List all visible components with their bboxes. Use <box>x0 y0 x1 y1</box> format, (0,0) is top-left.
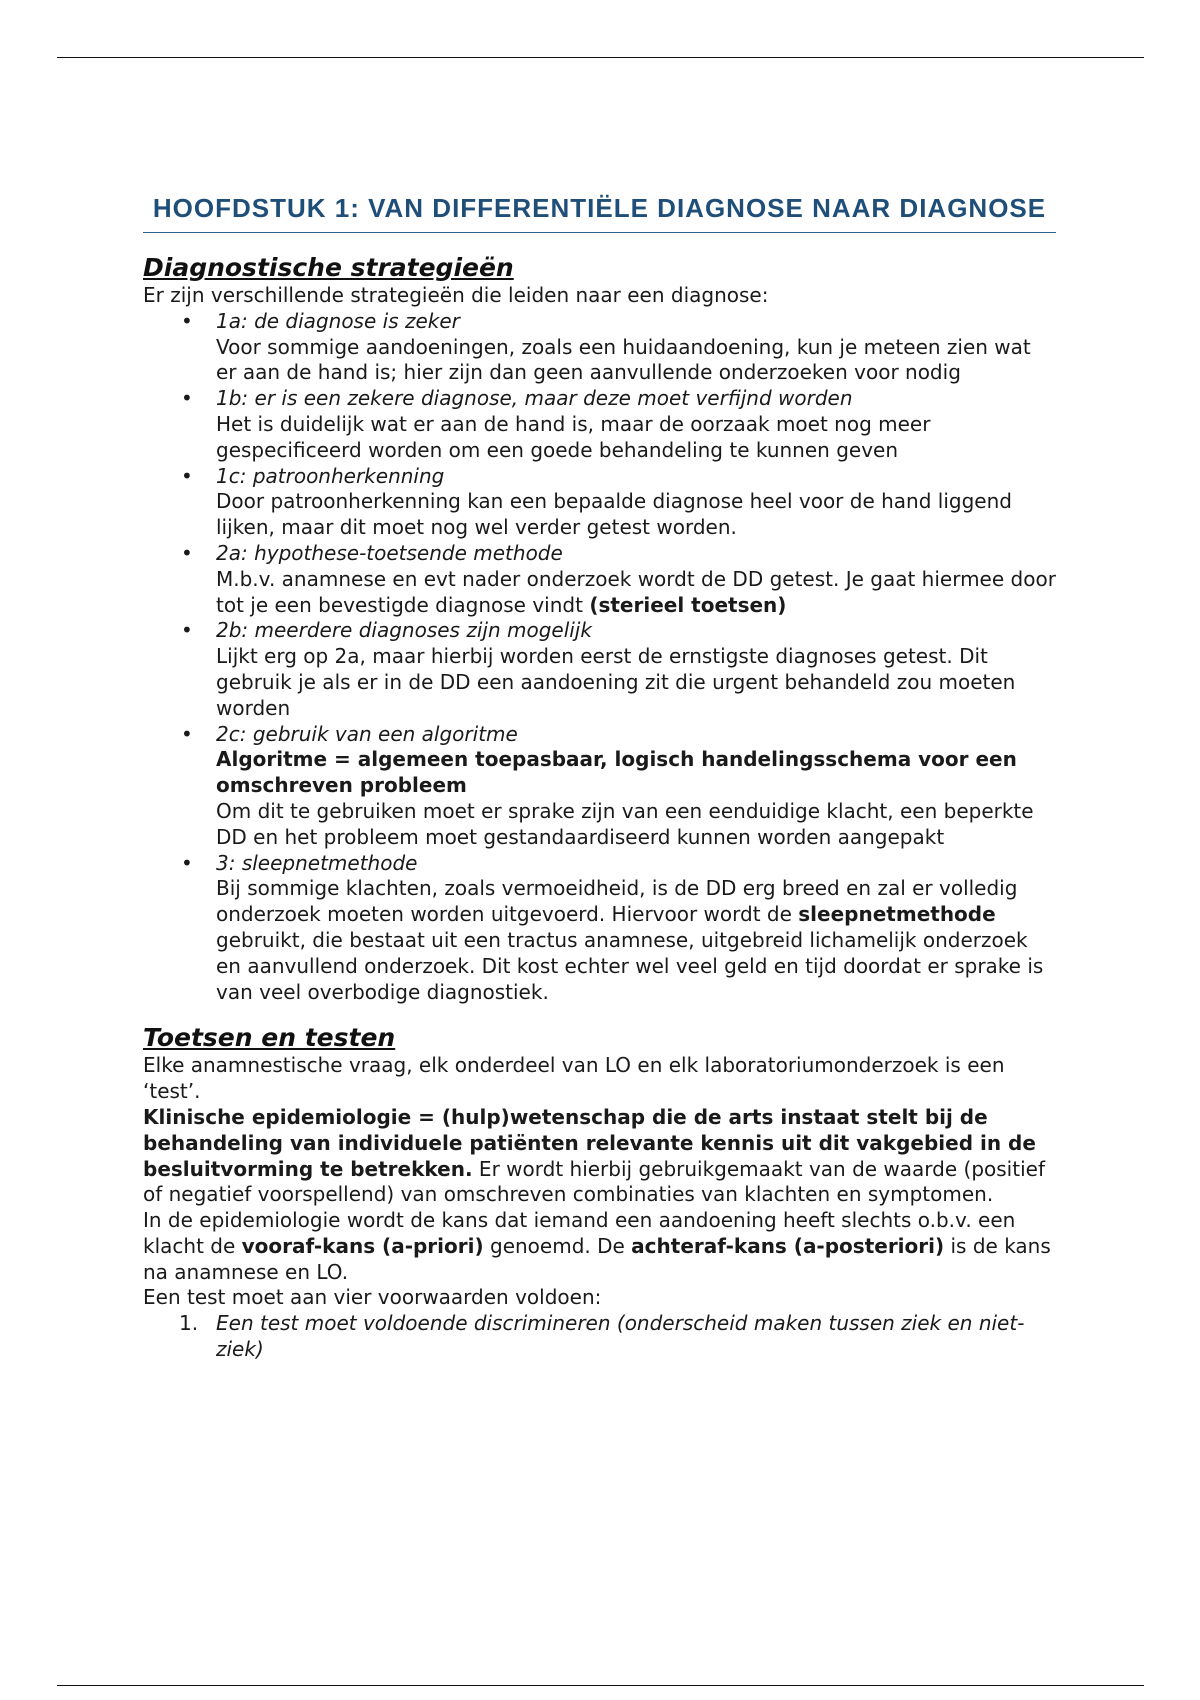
document-page <box>143 188 1056 1363</box>
paragraph <box>143 1208 1056 1285</box>
item-body: Om dit te gebruiken moet er sprake zijn van een eenduidige klacht, een beperkte DD en het probleem moet gestandaardiseerd kunnen worden aangepakt <box>216 798 1034 849</box>
item-body <box>216 567 1056 619</box>
list-item <box>143 309 1056 386</box>
item-title: 2a: hypothese-toetsende methode <box>216 540 563 565</box>
item-title: 2b: meerdere diagnoses zijn mogelijk <box>216 618 592 643</box>
item-title: 2c: gebruik van een algoritme <box>216 721 518 746</box>
item-body: Voor sommige aandoeningen, zoals een huidaandoening, kun je meteen zien wat er aan de hand is; hier zijn dan geen aanvullende onderzoeken voor nodig <box>216 334 1031 385</box>
item-body: Het is duidelijk wat er aan de hand is, maar de oorzaak moet nog meer gespecificeerd worden om een goede behandeling te kunnen geven <box>216 411 931 462</box>
item-title: 1c: patroonherkenning <box>216 463 445 488</box>
paragraph-text: is de kans na anamnese en LO. <box>143 1233 1051 1284</box>
bullet-icon: • <box>181 308 193 333</box>
item-text: Een test moet voldoende discrimineren (onderscheid maken tussen ziek en niet-ziek) <box>216 1311 1025 1362</box>
item-body: Door patroonherkenning kan een bepaalde diagnose heel voor de hand liggend lijken, maar dit moet nog wel verder getest worden. <box>216 489 1012 540</box>
list-item <box>143 618 1056 721</box>
list-item <box>143 722 1056 851</box>
item-body-text: gebruikt, die bestaat uit een tractus anamnese, uitgebreid lichamelijk onderzoek en aanvullend onderzoek. Dit kost echter wel veel geld en tijd doordat er sprake is van veel overbodige diagnostiek. <box>216 927 1044 1004</box>
item-body-bold: sleepnetmethode <box>798 902 996 927</box>
term-bold: achteraf-kans (a-posteriori) <box>631 1233 945 1258</box>
list-item <box>143 851 1056 1006</box>
list-item <box>143 1311 1056 1363</box>
item-title: 3: sleepnetmethode <box>216 850 418 875</box>
paragraph-text: Er wordt hierbij gebruikgemaakt van de waarde (positief of negatief voorspellend) van omschreven combinaties van klachten en symptomen. <box>143 1156 1045 1207</box>
list-item <box>143 541 1056 618</box>
term-bold: vooraf-kans (a-priori) <box>241 1233 484 1258</box>
item-body-text: M.b.v. anamnese en evt nader onderzoek wordt de DD getest. Je gaat hiermee door tot je een bevestigde diagnose vindt <box>216 566 1056 617</box>
item-body-text: Bij sommige klachten, zoals vermoeidheid, is de DD erg breed en zal er volledig onderzoek moeten worden uitgevoerd. Hiervoor wordt de <box>216 876 1018 927</box>
paragraph <box>143 1105 1056 1208</box>
bullet-icon: • <box>181 386 193 411</box>
list-item <box>143 464 1056 541</box>
strategy-list <box>143 309 1056 1006</box>
section-heading-strategies: Diagnostische strategieën <box>143 253 514 282</box>
item-title: 1a: de diagnose is zeker <box>216 308 460 333</box>
requirements-list <box>143 1311 1056 1363</box>
bullet-icon: • <box>181 540 193 565</box>
header-rule <box>57 57 1144 58</box>
bullet-icon: • <box>181 618 193 643</box>
item-body <box>216 876 1056 1005</box>
list-item <box>143 386 1056 463</box>
definition-bold: Klinische epidemiologie = (hulp)wetenschap die de arts instaat stelt bij de behandeling van individuele patiënten relevante kennis uit dit vakgebied in de besluitvorming te betrekken. <box>143 1104 1036 1181</box>
paragraph-text: genoemd. De <box>483 1233 632 1258</box>
paragraph: Elke anamnestische vraag, elk onderdeel van LO en elk laboratoriumonderzoek is een ‘test’. <box>143 1053 1005 1104</box>
item-title: 1b: er is een zekere diagnose, maar deze moet verfijnd worden <box>216 386 853 411</box>
paragraph-text: In de epidemiologie wordt de kans dat iemand een aandoening heeft slechts o.b.v. een klacht de <box>143 1208 1016 1258</box>
item-body: Lijkt erg op 2a, maar hierbij worden eerst de ernstigste diagnoses getest. Dit gebruik je als er in de DD een aandoening zit die urgent behandeld zou moeten worden <box>216 644 1016 720</box>
bullet-icon: • <box>181 850 193 875</box>
list-number: 1. <box>179 1311 199 1336</box>
title-underline <box>143 232 1056 233</box>
section-heading-tests: Toetsen en testen <box>143 1023 396 1053</box>
chapter-title: HOOFDSTUK 1: VAN DIFFERENTIËLE DIAGNOSE NAAR DIAGNOSE <box>152 193 1047 223</box>
algorithm-definition: Algoritme = algemeen toepasbaar, logisch handelingsschema voor een omschreven probleem <box>216 747 1017 798</box>
footer-rule <box>57 1685 1144 1686</box>
bullet-icon: • <box>181 721 193 746</box>
section-intro: Er zijn verschillende strategieën die leiden naar een diagnose: <box>143 283 769 307</box>
bullet-icon: • <box>181 463 193 488</box>
paragraph: Een test moet aan vier voorwaarden voldoen: <box>143 1285 602 1310</box>
item-body-bold: (sterieel toetsen) <box>589 592 787 617</box>
